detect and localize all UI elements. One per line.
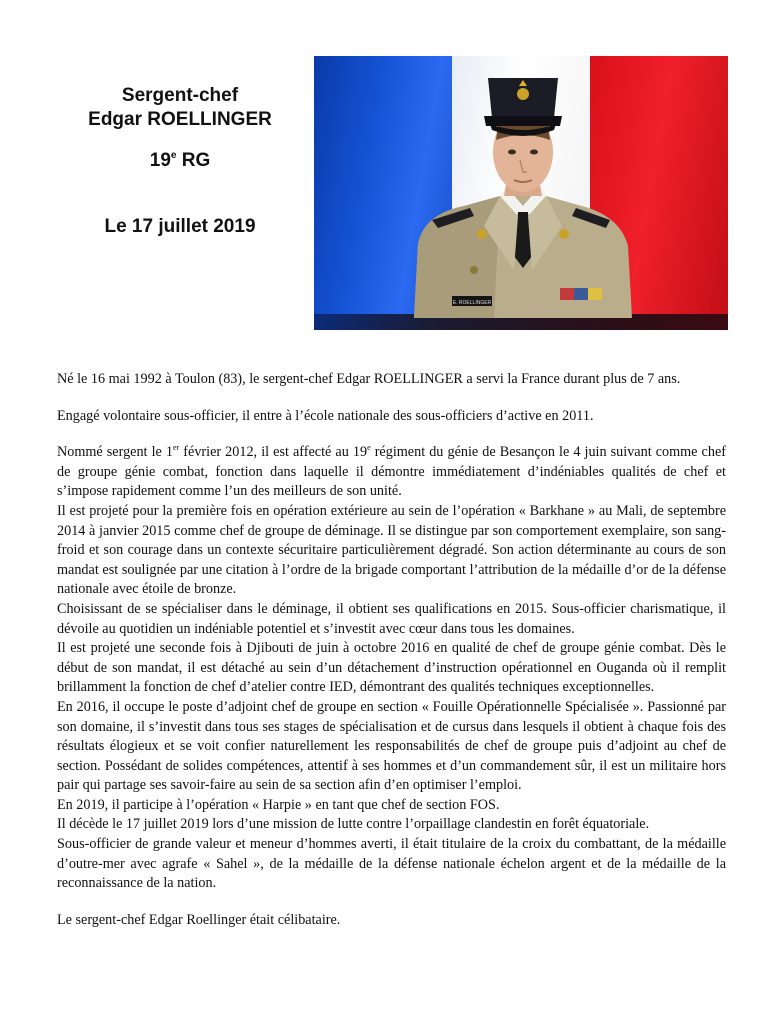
ordinal-superscript: er [173, 443, 180, 453]
paragraph-birth: Né le 16 mai 1992 à Toulon (83), le sergent-chef Edgar ROELLINGER a servi la France durant plus de 7 ans. [57, 371, 681, 387]
paragraph-first-posting-part: Nommé sergent le 1 [57, 444, 173, 461]
unit-name: RG [176, 150, 211, 171]
paragraph-family: Le sergent-chef Edgar Roellinger était célibataire. [57, 911, 341, 928]
ordinal-superscript: e [367, 443, 371, 453]
header [0, 0, 766, 340]
paragraph-demining: Choisissant de se spécialiser dans le déminage, il obtient ses qualifications en 2015. Sous-officier charismatique, il dévoile au quotidien un indéniable potentiel et s’investit avec cœur dans tous les domaines. [57, 600, 726, 637]
portrait-photo [314, 56, 728, 330]
title-block [60, 84, 300, 239]
unit-number: 19 [149, 150, 171, 171]
unit-suffix: e [170, 150, 177, 161]
paragraph-fos: En 2016, il occupe le poste d’adjoint chef de groupe en section « Fouille Opérationnelle Spécialisée ». Passionné par son domaine, il s’investit dans tous ses stages de spécialisation et de cursus dans lesquels il obtient à chaque fois des résultats élogieux et se voit confier naturellement les responsabilités de chef de groupe puis d’adjoint au chef de section. Possédant de solides compétences, attentif à ses hommes et d’un commandement sûr, il est un militaire hors pair qui partage ses savoir-faire au sein de sa section afin d’en optimiser l’emploi. [57, 698, 726, 794]
paragraph-djibouti: Il est projeté une seconde fois à Djibouti de juin à octobre 2016 en qualité de chef de groupe génie combat. Dès le début de son mandat, il est détaché au sein d’un détachement d’instruction opérationnel en Ouganda où il remplit brillamment la fonction de chef d’atelier contre IED, démontrant des qualités techniques exceptionnelles. [57, 640, 726, 696]
paragraph-decorations: Sous-officier de grande valeur et meneur d’hommes averti, il était titulaire de la croix du combattant, de la médaille d’outre-mer avec agrafe « Sahel », de la médaille de la défense nationale échelon argent et de la médaille de la reconnaissance de la nation. [57, 836, 726, 892]
soldier-portrait [314, 56, 728, 330]
paragraph-barkhane: Il est projeté pour la première fois en opération extérieure au sein de l’opération « Barkhane » au Mali, de septembre 2014 à janvier 2015 comme chef de groupe de déminage. Il se distingue par son comportement exemplaire, son sang-froid et son courage dans un contexte sécuritaire particulièrement dégradé. Son action déterminante au cours de son mandat est soulignée par une citation à l’ordre de la brigade comportant l’attribution de la médaille d’or de la défense nationale avec étoile de bronze. [57, 502, 726, 598]
paragraph-first-posting [57, 443, 726, 502]
soldier-name: Edgar ROELLINGER [88, 109, 272, 130]
biography [57, 370, 726, 930]
death-date: Le 17 juillet 2019 [104, 216, 256, 237]
paragraph-enlistment: Engagé volontaire sous-officier, il entre à l’école nationale des sous-officiers d’active en 2011. [57, 407, 594, 424]
rank-title: Sergent-chef [121, 85, 239, 106]
unit-label [60, 144, 300, 173]
paragraph-first-posting-part: février 2012, il est affecté au 19 [179, 444, 368, 461]
paragraph-death: Il décède le 17 juillet 2019 lors d’une mission de lutte contre l’orpaillage clandestin en forêt équatoriale. [57, 816, 650, 833]
paragraph-first-posting-part: régiment du génie de Besançon le 4 juin suivant comme chef de groupe génie combat, fonction dans laquelle il démontre immédiatement d’indéniables qualités de chef et s’impose rapidement comme l’un des meilleurs de son unité. [57, 444, 726, 500]
name-tag: E. ROELLINGER [452, 300, 492, 306]
paragraph-harpie: En 2019, il participe à l’opération « Harpie » en tant que chef de section FOS. [57, 796, 500, 813]
